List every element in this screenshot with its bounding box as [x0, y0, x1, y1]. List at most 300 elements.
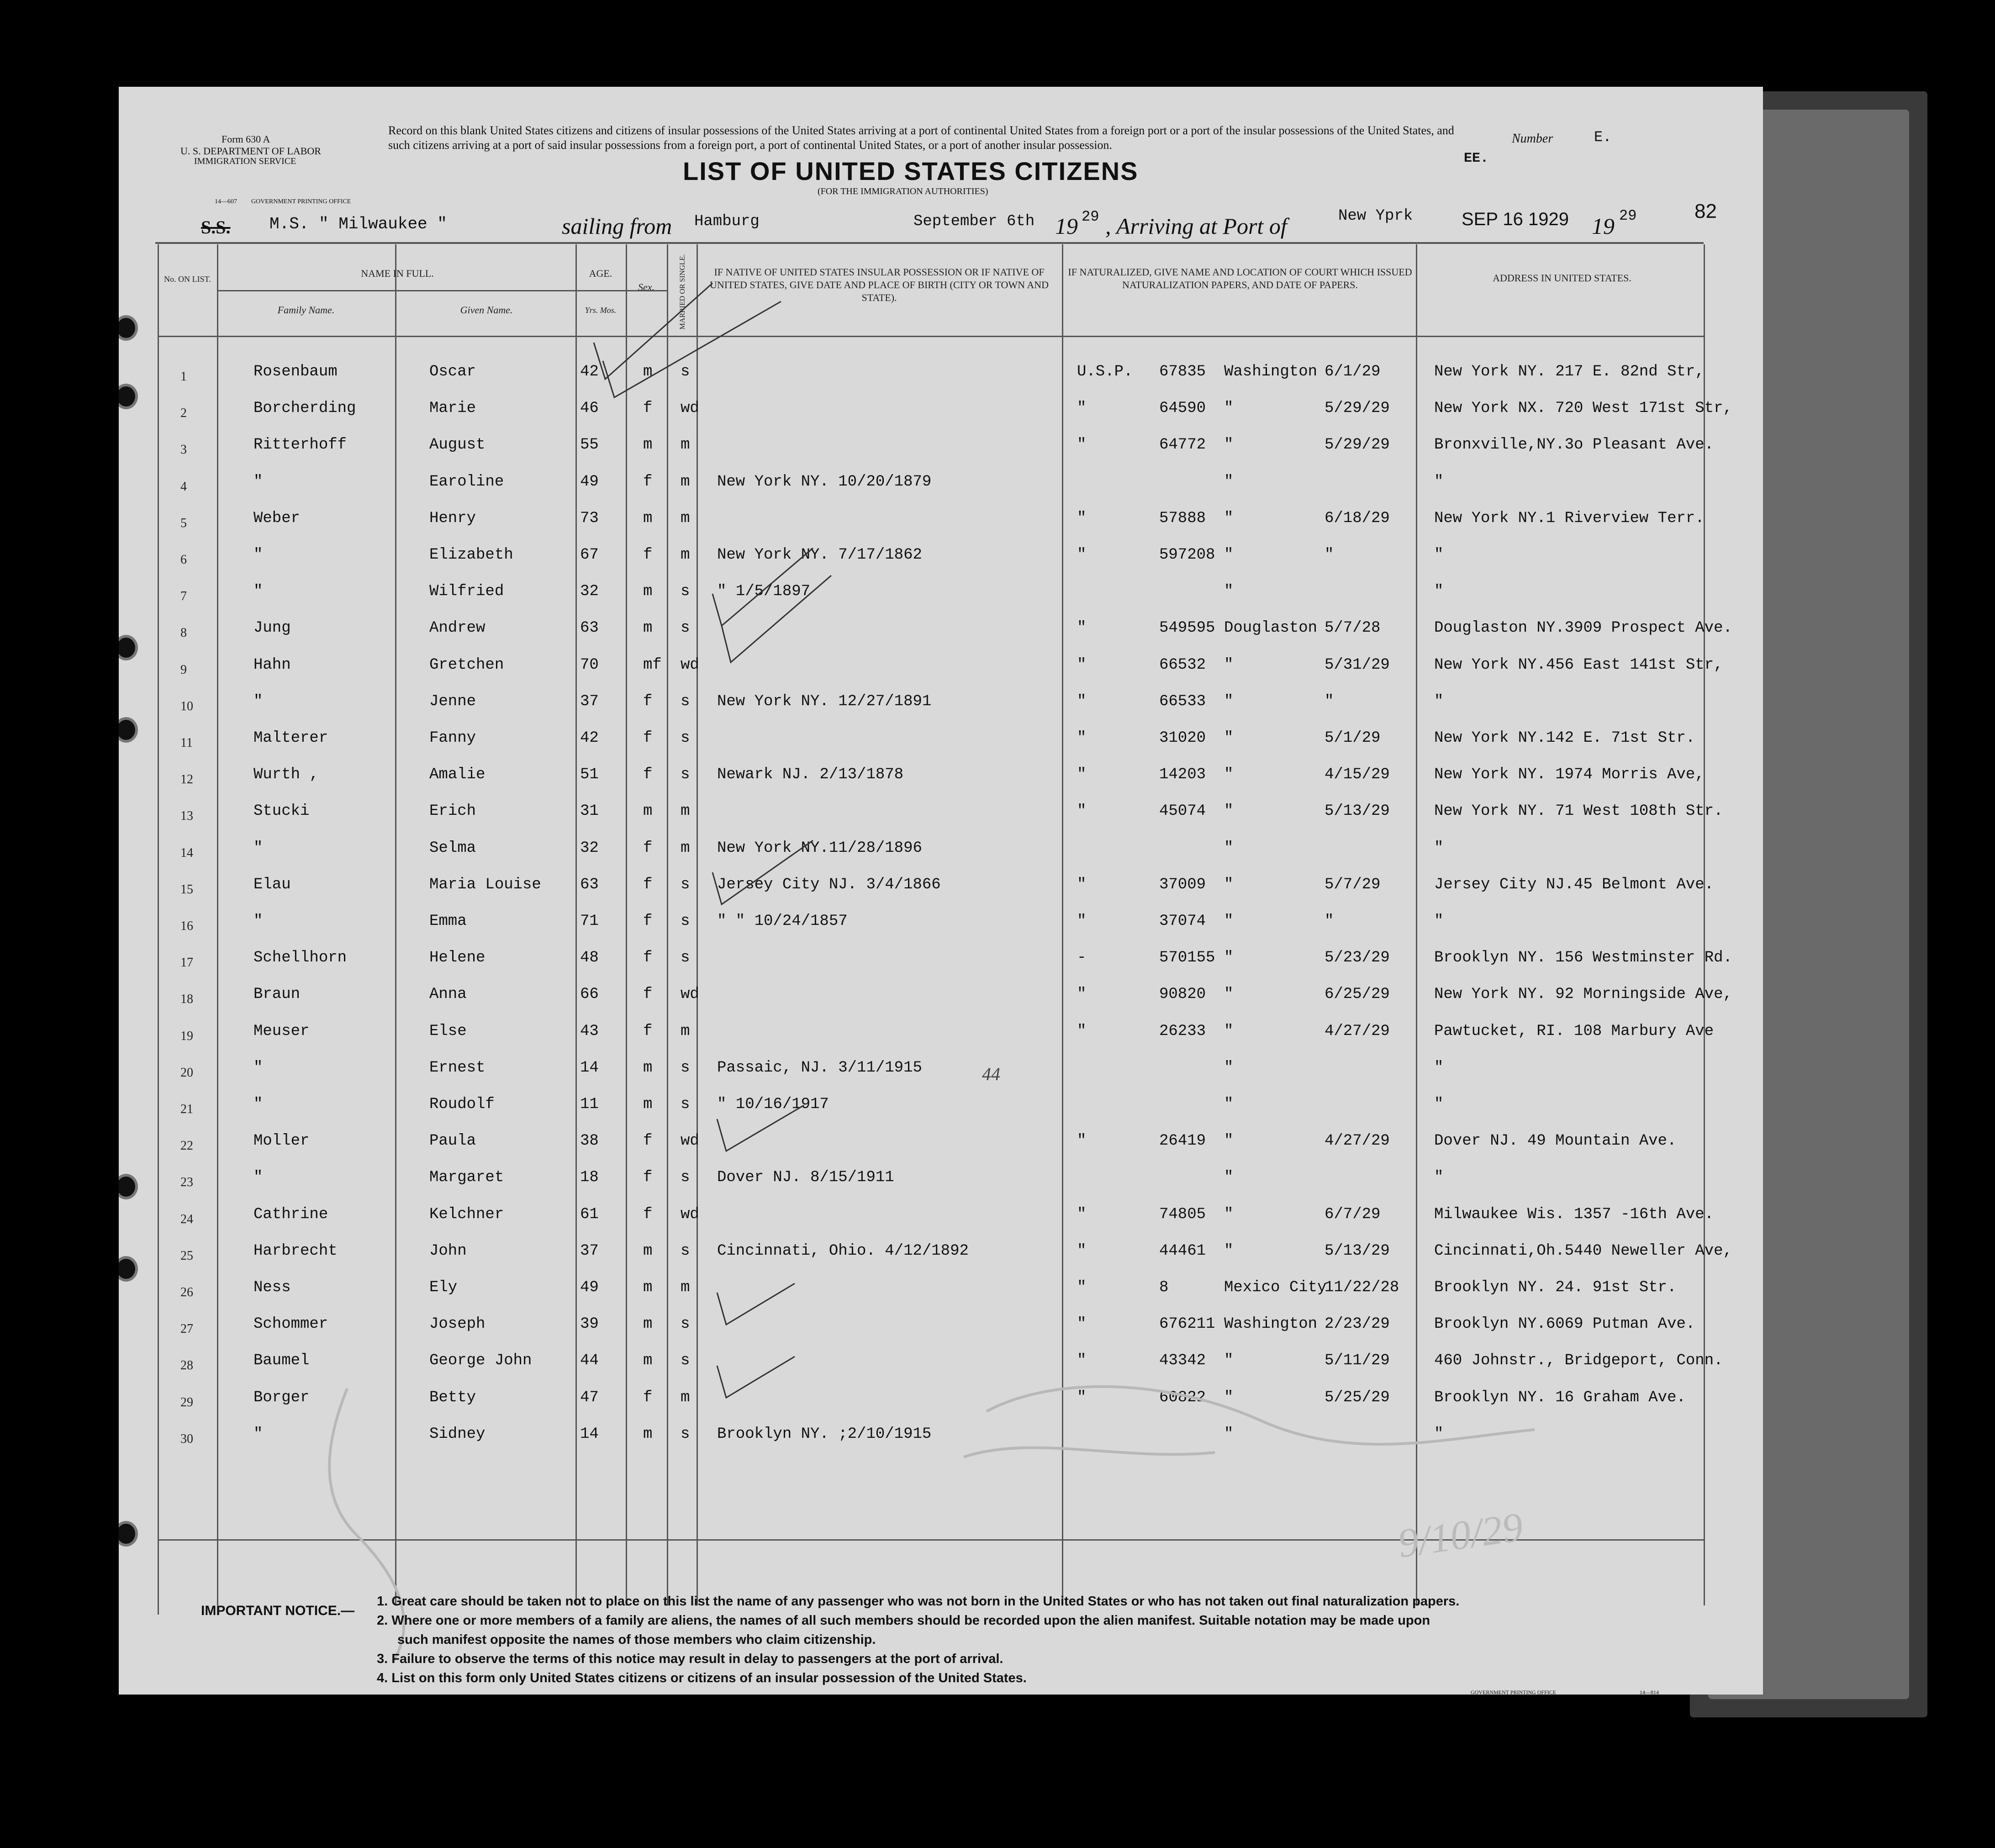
family-name-cell: Borger — [253, 1389, 310, 1406]
row-number: 10 — [180, 699, 193, 713]
given-name-cell: Andrew — [429, 619, 486, 637]
address-cell: New York NY.1 Riverview Terr. — [1434, 509, 1705, 527]
print-office: GOVERNMENT PRINTING OFFICE — [251, 198, 351, 205]
age-cell: 51 — [580, 766, 599, 784]
nat-court-cell: Mexico City — [1224, 1279, 1327, 1296]
address-cell: New York NY.456 East 141st Str, — [1434, 656, 1723, 674]
row-number: 23 — [180, 1175, 193, 1190]
row-number: 3 — [180, 443, 187, 457]
form-subtitle: (FOR THE IMMIGRATION AUTHORITIES) — [818, 186, 988, 196]
age-cell: 37 — [580, 692, 599, 710]
nat-court-a-cell: " — [1077, 656, 1087, 674]
row-number: 7 — [180, 589, 187, 604]
header-address: ADDRESS IN UNITED STATES. — [1493, 272, 1631, 284]
nat-court-cell: Douglaston — [1224, 619, 1318, 637]
nat-cert-no-cell: 66533 — [1159, 692, 1206, 710]
family-name-cell: Elau — [253, 876, 291, 893]
address-cell: Jersey City NJ.45 Belmont Ave. — [1434, 876, 1714, 893]
marital-status-cell: s — [681, 1242, 690, 1260]
nat-cert-no-cell: 66532 — [1159, 656, 1206, 674]
age-cell: 43 — [580, 1022, 599, 1040]
header-name-in-full: NAME IN FULL. — [361, 268, 434, 279]
family-name-cell: " — [253, 1425, 263, 1443]
family-name-cell: " — [253, 473, 263, 491]
marital-status-cell: m — [681, 473, 690, 491]
sex-cell: m — [643, 1096, 653, 1113]
form-number: Form 630 A — [222, 133, 270, 145]
row-number: 11 — [180, 736, 193, 750]
given-name-cell: George John — [429, 1352, 532, 1370]
notice-item-4: 4. List on this form only United States citizens or citizens of an insular possession of the United States. — [377, 1671, 1027, 1685]
notice-label: IMPORTANT NOTICE.— — [201, 1603, 355, 1618]
nat-court-cell: " — [1224, 876, 1234, 893]
age-cell: 14 — [580, 1059, 599, 1077]
nat-cert-no-cell: 60822 — [1159, 1389, 1206, 1406]
marital-status-cell: m — [681, 1389, 690, 1406]
nat-date-cell: 5/25/29 — [1325, 1389, 1390, 1406]
nat-date-cell: " — [1325, 546, 1334, 564]
marital-status-cell: s — [681, 729, 690, 747]
birthplace-cell: Cincinnati, Ohio. 4/12/1892 — [717, 1242, 969, 1260]
marital-status-cell: wd — [681, 400, 699, 417]
family-name-cell: Moller — [253, 1132, 310, 1150]
print-code: 14—607 — [215, 198, 237, 205]
family-name-cell: " — [253, 1169, 263, 1187]
sex-cell: f — [643, 1205, 653, 1223]
age-cell: 18 — [580, 1169, 599, 1187]
notice-print-office: GOVERNMENT PRINTING OFFICE — [1471, 1689, 1557, 1695]
nat-date-cell: 5/13/29 — [1325, 1242, 1390, 1260]
sex-cell: mf — [643, 656, 662, 674]
address-cell: New York NY. 1974 Morris Ave, — [1434, 766, 1705, 784]
age-cell: 32 — [580, 583, 599, 601]
row-number: 4 — [180, 479, 187, 494]
faded-signature-strokes — [119, 87, 1763, 1695]
nat-cert-no-cell: 74805 — [1159, 1205, 1206, 1223]
marital-status-cell: wd — [681, 1132, 699, 1150]
address-cell: " — [1434, 583, 1444, 601]
age-cell: 61 — [580, 1205, 599, 1223]
year-label-1: 19 — [1055, 213, 1078, 239]
birthplace-cell: " 10/16/1917 — [717, 1096, 829, 1113]
address-cell: New York NY. 71 West 108th Str. — [1434, 803, 1723, 820]
row-number: 25 — [180, 1248, 193, 1263]
nat-court-cell: " — [1224, 949, 1234, 967]
nat-court-a-cell: " — [1077, 913, 1087, 930]
address-cell: " — [1434, 1425, 1444, 1443]
sex-cell: f — [643, 766, 653, 784]
family-name-cell: Schellhorn — [253, 949, 347, 967]
nat-cert-no-cell: 57888 — [1159, 509, 1206, 527]
birthplace-cell: " " 10/24/1857 — [717, 913, 848, 930]
row20-annotation: 44 — [982, 1064, 1000, 1084]
family-name-cell: Schommer — [253, 1315, 328, 1333]
nat-cert-no-cell: 676211 — [1159, 1315, 1215, 1333]
address-cell: " — [1434, 1059, 1444, 1077]
nat-court-a-cell: " — [1077, 509, 1087, 527]
nat-date-cell: " — [1325, 913, 1334, 930]
nat-court-cell: " — [1224, 839, 1234, 857]
row-number: 29 — [180, 1395, 193, 1410]
row-number: 13 — [180, 809, 193, 824]
sex-cell: f — [643, 986, 653, 1003]
instruction-text: Record on this blank United States citizens and citizens of insular possessions of the United States arriving at a port of continental United States from a foreign port or a port of the insular possessions of the United States, and such citizens arriving at a port of said insular possessions from a foreign port, a port of continental United States, or a port of another insular possession. — [388, 124, 1454, 152]
family-name-cell: Stucki — [253, 803, 310, 820]
marital-status-cell: m — [681, 509, 690, 527]
nat-cert-no-cell: 14203 — [1159, 766, 1206, 784]
row-number: 6 — [180, 553, 187, 567]
family-name-cell: Borcherding — [253, 400, 356, 417]
nat-date-cell: 4/27/29 — [1325, 1022, 1390, 1040]
header-age: AGE. — [589, 268, 612, 279]
given-name-cell: Wilfried — [429, 583, 504, 601]
arriving-label: , Arriving at Port of — [1105, 213, 1287, 239]
nat-court-cell: " — [1224, 766, 1234, 784]
age-cell: 71 — [580, 913, 599, 930]
sex-cell: f — [643, 473, 653, 491]
row-number: 14 — [180, 845, 193, 860]
header-naturalized: IF NATURALIZED, GIVE NAME AND LOCATION OF COURT WHICH ISSUED NATURALIZATION PAPERS, AND DATE OF PAPERS. — [1068, 266, 1412, 290]
number-value: E. — [1594, 129, 1612, 146]
nat-court-cell: " — [1224, 509, 1234, 527]
nat-date-cell: 11/22/28 — [1325, 1279, 1399, 1296]
nat-court-a-cell: " — [1077, 876, 1087, 893]
family-name-cell: Rosenbaum — [253, 363, 338, 380]
nat-date-cell: 5/13/29 — [1325, 803, 1390, 820]
nat-cert-no-cell: 26419 — [1159, 1132, 1206, 1150]
given-name-cell: Marie — [429, 400, 476, 417]
age-cell: 42 — [580, 363, 599, 380]
marital-status-cell: s — [681, 1059, 690, 1077]
family-name-cell: " — [253, 913, 263, 930]
sex-cell: m — [643, 619, 653, 637]
nat-court-cell: Washington — [1224, 1315, 1318, 1333]
family-name-cell: " — [253, 839, 263, 857]
marital-status-cell: s — [681, 1169, 690, 1187]
address-cell: Brooklyn NY.6069 Putman Ave. — [1434, 1315, 1695, 1333]
row-number: 17 — [180, 956, 193, 970]
nat-date-cell: 5/7/28 — [1325, 619, 1381, 637]
nat-date-cell: 5/29/29 — [1325, 400, 1390, 417]
nat-cert-no-cell: 31020 — [1159, 729, 1206, 747]
family-name-cell: Wurth , — [253, 766, 319, 784]
sex-cell: f — [643, 400, 653, 417]
age-cell: 31 — [580, 803, 599, 820]
sex-cell: f — [643, 876, 653, 893]
nat-cert-no-cell: 64590 — [1159, 400, 1206, 417]
manifest-page — [119, 87, 1763, 1695]
nat-court-a-cell: " — [1077, 1389, 1087, 1406]
given-name-cell: Earoline — [429, 473, 504, 491]
marital-status-cell: s — [681, 583, 690, 601]
sex-cell: m — [643, 1352, 653, 1370]
row-number: 5 — [180, 516, 187, 530]
row-number: 26 — [180, 1285, 193, 1299]
age-cell: 14 — [580, 1425, 599, 1443]
nat-cert-no-cell: 90820 — [1159, 986, 1206, 1003]
sex-cell: f — [643, 1169, 653, 1187]
birthplace-cell: New York NY.11/28/1896 — [717, 839, 922, 857]
notice-print-code: 14—814 — [1640, 1689, 1659, 1695]
marital-status-cell: wd — [681, 656, 699, 674]
marital-status-cell: s — [681, 1352, 690, 1370]
birthplace-cell: New York NY. 12/27/1891 — [717, 692, 932, 710]
age-cell: 49 — [580, 473, 599, 491]
age-cell: 49 — [580, 1279, 599, 1296]
nat-date-cell: 5/29/29 — [1325, 436, 1390, 454]
family-name-cell: Baumel — [253, 1352, 310, 1370]
row-number: 2 — [180, 406, 187, 421]
birthplace-cell: Newark NJ. 2/13/1878 — [717, 766, 904, 784]
address-cell: " — [1434, 913, 1444, 930]
notice-item-2b: such manifest opposite the names of those members who claim citizenship. — [397, 1632, 876, 1647]
address-cell: Pawtucket, RI. 108 Marbury Ave — [1434, 1022, 1714, 1040]
sex-cell: m — [643, 1242, 653, 1260]
row-number: 30 — [180, 1431, 193, 1446]
nat-date-cell: " — [1325, 692, 1334, 710]
address-cell: Douglaston NY.3909 Prospect Ave. — [1434, 619, 1732, 637]
family-name-cell: " — [253, 1096, 263, 1113]
row-number: 8 — [180, 626, 187, 640]
nat-court-cell: " — [1224, 473, 1234, 491]
nat-court-cell: " — [1224, 729, 1234, 747]
nat-court-a-cell: " — [1077, 729, 1087, 747]
address-cell: New York NY.142 E. 71st Str. — [1434, 729, 1695, 747]
given-name-cell: Oscar — [429, 363, 476, 380]
nat-court-cell: " — [1224, 436, 1234, 454]
birthplace-cell: Dover NJ. 8/15/1911 — [717, 1169, 894, 1187]
family-name-cell: Ritterhoff — [253, 436, 347, 454]
family-name-cell: Braun — [253, 986, 301, 1003]
family-name-cell: Cathrine — [253, 1205, 328, 1223]
page-number: 82 — [1694, 200, 1717, 222]
age-cell: 73 — [580, 509, 599, 527]
age-cell: 11 — [580, 1096, 599, 1113]
nat-date-cell: 6/18/29 — [1325, 509, 1390, 527]
family-name-cell: Hahn — [253, 656, 291, 674]
row-number: 24 — [180, 1212, 193, 1226]
ss-prefix: S.S. — [201, 217, 231, 238]
given-name-cell: Elizabeth — [429, 546, 513, 564]
family-name-cell: " — [253, 1059, 263, 1077]
address-cell: Brooklyn NY. 16 Graham Ave. — [1434, 1389, 1686, 1406]
age-cell: 63 — [580, 876, 599, 893]
nat-cert-no-cell: 45074 — [1159, 803, 1206, 820]
age-cell: 38 — [580, 1132, 599, 1150]
nat-court-cell: " — [1224, 1169, 1234, 1187]
given-name-cell: Amalie — [429, 766, 486, 784]
given-name-cell: Maria Louise — [429, 876, 541, 893]
given-name-cell: Margaret — [429, 1169, 504, 1187]
notice-item-1: 1. Great care should be taken not to place on this list the name of any passenger who was not born in the United States or who has not taken out final naturalization papers. — [377, 1594, 1460, 1609]
marital-status-cell: s — [681, 949, 690, 967]
sex-cell: f — [643, 729, 653, 747]
ee-mark: EE. — [1464, 151, 1489, 166]
nat-date-cell: 5/11/29 — [1325, 1352, 1390, 1370]
given-name-cell: Else — [429, 1022, 467, 1040]
age-cell: 55 — [580, 436, 599, 454]
header-no-on-list: No. ON LIST. — [164, 275, 211, 284]
address-cell: New York NY. 92 Morningside Ave, — [1434, 986, 1732, 1003]
header-yrs-mos: Yrs. Mos. — [585, 306, 617, 315]
family-name-cell: " — [253, 692, 263, 710]
row-number: 20 — [180, 1065, 193, 1080]
address-cell: Dover NJ. 49 Mountain Ave. — [1434, 1132, 1677, 1150]
arrival-port: New Yprk — [1338, 207, 1413, 225]
age-cell: 67 — [580, 546, 599, 564]
address-cell: Bronxville,NY.3o Pleasant Ave. — [1434, 436, 1714, 454]
marital-status-cell: s — [681, 876, 690, 893]
year-value-2: 29 — [1619, 207, 1637, 224]
sex-cell: f — [643, 1132, 653, 1150]
marital-status-cell: m — [681, 1279, 690, 1296]
header-given-name: Given Name. — [460, 304, 513, 316]
given-name-cell: Selma — [429, 839, 476, 857]
ship-name: M.S. " Milwaukee " — [269, 215, 447, 233]
year-label-2: 19 — [1592, 213, 1615, 239]
address-cell: New York NX. 720 West 171st Str, — [1434, 400, 1732, 417]
nat-cert-no-cell: 26233 — [1159, 1022, 1206, 1040]
family-name-cell: Weber — [253, 509, 301, 527]
nat-court-a-cell: " — [1077, 436, 1087, 454]
address-cell: " — [1434, 473, 1444, 491]
sex-cell: f — [643, 1022, 653, 1040]
given-name-cell: Henry — [429, 509, 476, 527]
row-number: 16 — [180, 919, 193, 933]
notice-item-2a: 2. Where one or more members of a family are aliens, the names of all such members should be recorded upon the alien manifest. Suitable notation may be made upon — [377, 1613, 1430, 1628]
sex-cell: f — [643, 913, 653, 930]
nat-cert-no-cell: 43342 — [1159, 1352, 1206, 1370]
given-name-cell: Betty — [429, 1389, 476, 1406]
marital-status-cell: m — [681, 1022, 690, 1040]
nat-court-cell: " — [1224, 583, 1234, 601]
sex-cell: m — [643, 583, 653, 601]
nat-cert-no-cell: 67835 — [1159, 363, 1206, 380]
given-name-cell: Helene — [429, 949, 486, 967]
marital-status-cell: m — [681, 803, 690, 820]
given-name-cell: Fanny — [429, 729, 476, 747]
given-name-cell: Erich — [429, 803, 476, 820]
sex-cell: m — [643, 1315, 653, 1333]
row-number: 12 — [180, 772, 193, 787]
age-cell: 39 — [580, 1315, 599, 1333]
family-name-cell: Meuser — [253, 1022, 310, 1040]
given-name-cell: Gretchen — [429, 656, 504, 674]
sex-cell: m — [643, 436, 653, 454]
marital-status-cell: m — [681, 436, 690, 454]
given-name-cell: Emma — [429, 913, 467, 930]
marital-status-cell: s — [681, 766, 690, 784]
marital-status-cell: wd — [681, 986, 699, 1003]
age-cell: 63 — [580, 619, 599, 637]
nat-date-cell: 6/7/29 — [1325, 1205, 1381, 1223]
marital-status-cell: s — [681, 692, 690, 710]
sailing-from-label: sailing from — [562, 213, 672, 239]
marital-status-cell: s — [681, 1315, 690, 1333]
sex-cell: f — [643, 546, 653, 564]
nat-court-cell: " — [1224, 546, 1234, 564]
header-sex: Sex. — [638, 281, 655, 293]
nat-court-cell: Washington — [1224, 363, 1318, 380]
address-cell: " — [1434, 839, 1444, 857]
nat-court-cell: " — [1224, 1096, 1234, 1113]
nat-court-a-cell: " — [1077, 1315, 1087, 1333]
nat-cert-no-cell: 549595 — [1159, 619, 1215, 637]
age-cell: 32 — [580, 839, 599, 857]
nat-cert-no-cell: 37009 — [1159, 876, 1206, 893]
header-married-single: MARRIED OR SINGLE. — [679, 254, 686, 330]
nat-date-cell: 6/1/29 — [1325, 363, 1381, 380]
family-name-cell: Harbrecht — [253, 1242, 338, 1260]
nat-date-cell: 4/15/29 — [1325, 766, 1390, 784]
handwritten-date: 9/10/29 — [1395, 1504, 1526, 1567]
nat-cert-no-cell: 570155 — [1159, 949, 1215, 967]
age-cell: 70 — [580, 656, 599, 674]
address-cell: Cincinnati,Oh.5440 Neweller Ave, — [1434, 1242, 1732, 1260]
nat-court-cell: " — [1224, 1389, 1234, 1406]
marital-status-cell: s — [681, 363, 690, 380]
given-name-cell: Jenne — [429, 692, 476, 710]
given-name-cell: Paula — [429, 1132, 476, 1150]
address-cell: Milwaukee Wis. 1357 -16th Ave. — [1434, 1205, 1714, 1223]
marital-status-cell: m — [681, 839, 690, 857]
given-name-cell: Anna — [429, 986, 467, 1003]
sex-cell: f — [643, 692, 653, 710]
birthplace-cell: " 1/5/1897 — [717, 583, 811, 601]
address-cell: New York NY. 217 E. 82nd Str, — [1434, 363, 1705, 380]
sex-cell: m — [643, 1425, 653, 1443]
given-name-cell: Kelchner — [429, 1205, 504, 1223]
nat-court-a-cell: " — [1077, 619, 1087, 637]
number-label: Number — [1512, 132, 1553, 146]
year-value-1: 29 — [1082, 208, 1099, 225]
nat-court-cell: " — [1224, 1242, 1234, 1260]
nat-court-a-cell: " — [1077, 1279, 1087, 1296]
family-name-cell: " — [253, 546, 263, 564]
given-name-cell: August — [429, 436, 486, 454]
nat-court-a-cell: " — [1077, 986, 1087, 1003]
nat-date-cell: 5/31/29 — [1325, 656, 1390, 674]
sex-cell: m — [643, 803, 653, 820]
nat-court-cell: " — [1224, 656, 1234, 674]
row-number: 1 — [180, 370, 187, 384]
row-number: 21 — [180, 1102, 193, 1116]
address-cell: " — [1434, 1096, 1444, 1113]
nat-court-a-cell: " — [1077, 546, 1087, 564]
nat-court-a-cell: " — [1077, 400, 1087, 417]
form-department: U. S. DEPARTMENT OF LABOR — [180, 145, 321, 157]
sex-cell: f — [643, 949, 653, 967]
row-number: 28 — [180, 1358, 193, 1373]
sex-cell: f — [643, 839, 653, 857]
nat-date-cell: 2/23/29 — [1325, 1315, 1390, 1333]
given-name-cell: Sidney — [429, 1425, 486, 1443]
given-name-cell: Ely — [429, 1279, 458, 1296]
nat-court-a-cell: - — [1077, 949, 1087, 967]
family-name-cell: Malterer — [253, 729, 328, 747]
nat-date-cell: 5/23/29 — [1325, 949, 1390, 967]
nat-court-a-cell: " — [1077, 1022, 1087, 1040]
nat-court-a-cell: " — [1077, 803, 1087, 820]
nat-court-a-cell: " — [1077, 1132, 1087, 1150]
header-family-name: Family Name. — [277, 304, 335, 316]
sex-cell: m — [643, 1279, 653, 1296]
marital-status-cell: m — [681, 546, 690, 564]
age-cell: 44 — [580, 1352, 599, 1370]
address-cell: 460 Johnstr., Bridgeport, Conn. — [1434, 1352, 1723, 1370]
age-cell: 42 — [580, 729, 599, 747]
nat-court-cell: " — [1224, 1425, 1234, 1443]
